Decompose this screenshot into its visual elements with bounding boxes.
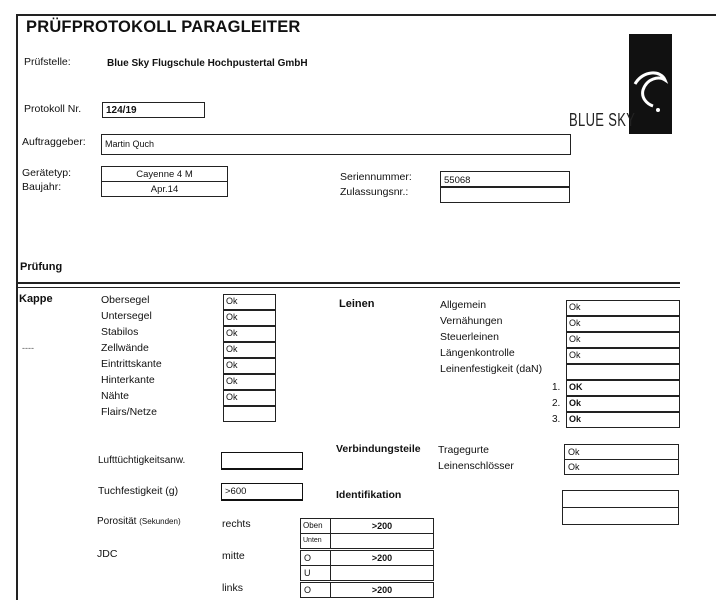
tuchfestigkeit-label: Tuchfestigkeit (g) — [98, 485, 179, 497]
identifikation-heading: Identifikation — [336, 489, 402, 501]
baujahr-field[interactable]: Apr.14 — [101, 181, 228, 197]
verbindungsteile-label-tragegurte: Tragegurte — [438, 444, 489, 456]
kappe-label-obersegel: Obersegel — [101, 294, 150, 306]
kappe-field-hinterkante[interactable]: Ok — [223, 374, 276, 390]
verbindungsteile-field-leinenschloesser[interactable]: Ok — [564, 459, 679, 475]
leinen-festigkeit-2-num: 2. — [552, 398, 561, 409]
kappe-field-untersegel[interactable]: Ok — [223, 310, 276, 326]
leinen-label-steuerleinen: Steuerleinen — [440, 331, 499, 343]
kappe-label-stabilos: Stabilos — [101, 326, 139, 338]
leinen-label-laengenkontrolle: Längenkontrolle — [440, 347, 515, 359]
kappe-label-untersegel: Untersegel — [101, 310, 152, 322]
pruefung-divider — [16, 282, 680, 284]
porositaet-unten-label-rechts: Unten — [300, 533, 331, 549]
kappe-heading: Kappe — [19, 293, 53, 305]
leinen-festigkeit-1-field[interactable]: OK — [566, 380, 680, 396]
porositaet-pos-rechts: rechts — [222, 518, 251, 530]
identifikation-field-1[interactable] — [562, 490, 679, 508]
porositaet-field-rechts-unten[interactable] — [330, 533, 434, 549]
leinen-festigkeit-1-num: 1. — [552, 382, 561, 393]
page-title: PRÜFPROTOKOLL PARAGLEITER — [26, 18, 301, 36]
porositaet-field-mitte-oben[interactable]: >200 — [330, 550, 434, 566]
leinen-label-festigkeit: Leinenfestigkeit (daN) — [440, 363, 543, 375]
kappe-field-obersegel[interactable]: Ok — [223, 294, 276, 310]
leinen-field-steuerleinen[interactable]: Ok — [566, 332, 680, 348]
kappe-field-naehte[interactable]: Ok — [223, 390, 276, 406]
porositaet-oben-label-rechts: Oben — [300, 518, 331, 534]
logo-swirl-icon — [629, 34, 672, 134]
kappe-side-mark: ---- — [22, 343, 34, 353]
leinen-field-festigkeit[interactable] — [566, 364, 680, 380]
jdc-label: JDC — [97, 548, 118, 560]
kappe-field-zellwaende[interactable]: Ok — [223, 342, 276, 358]
kappe-values — [223, 294, 276, 424]
pruefstelle-value: Blue Sky Flugschule Hochpustertal GmbH — [107, 58, 308, 69]
pruefung-divider-thin — [16, 287, 680, 288]
auftraggeber-label: Auftraggeber: — [22, 136, 86, 148]
porositaet-pos-mitte: mitte — [222, 550, 245, 562]
zulassungsnr-field[interactable] — [440, 186, 570, 203]
baujahr-label: Baujahr: — [22, 181, 62, 193]
verbindungsteile-field-tragegurte[interactable]: Ok — [564, 444, 679, 460]
porositaet-oben-label-mitte: O — [300, 550, 331, 566]
geraetetyp-field[interactable]: Cayenne 4 M — [101, 166, 228, 182]
leinen-values — [566, 300, 680, 430]
form-border-top — [16, 14, 716, 16]
porositaet-grid — [300, 518, 434, 600]
lufttuechtigkeit-field[interactable] — [221, 452, 303, 470]
protokoll-field[interactable]: 124/19 — [102, 102, 205, 118]
verbindungsteile-heading: Verbindungsteile — [336, 443, 421, 455]
leinen-field-vernaehungen[interactable]: Ok — [566, 316, 680, 332]
porositaet-field-rechts-oben[interactable]: >200 — [330, 518, 434, 534]
kappe-label-zellwaende: Zellwände — [101, 342, 149, 354]
porositaet-label — [97, 516, 181, 527]
porositaet-oben-label-links: O — [300, 582, 331, 598]
identifikation-field-2[interactable] — [562, 507, 679, 525]
pruefstelle-label: Prüfstelle: — [24, 56, 71, 68]
leinen-list — [440, 299, 570, 379]
porositaet-field-mitte-unten[interactable] — [330, 565, 434, 581]
porositaet-unten-label-mitte: U — [300, 565, 331, 581]
kappe-label-flairs: Flairs/Netze — [101, 406, 158, 418]
kappe-field-flairs[interactable] — [223, 406, 276, 422]
leinen-label-vernaehungen: Vernähungen — [440, 315, 503, 327]
tuchfestigkeit-field[interactable]: >600 — [221, 483, 303, 501]
protokoll-label: Protokoll Nr. — [24, 103, 82, 115]
seriennummer-label: Seriennummer: — [340, 171, 412, 183]
porositaet-label-text: Porosität — [97, 516, 137, 527]
leinen-label-allgemein: Allgemein — [440, 299, 487, 311]
leinen-field-laengenkontrolle[interactable]: Ok — [566, 348, 680, 364]
porositaet-field-links-oben[interactable]: >200 — [330, 582, 434, 598]
pruefung-heading: Prüfung — [20, 261, 63, 273]
leinen-heading: Leinen — [339, 298, 375, 310]
leinen-field-allgemein[interactable]: Ok — [566, 300, 680, 316]
form-border-left — [16, 14, 18, 600]
kappe-field-eintrittskante[interactable]: Ok — [223, 358, 276, 374]
porositaet-pos-links: links — [222, 582, 244, 594]
logo-text: BLUE SKY — [569, 110, 636, 130]
porositaet-unit: (Sekunden) — [139, 517, 181, 526]
kappe-label-naehte: Nähte — [101, 390, 130, 402]
zulassungsnr-label: Zulassungsnr.: — [340, 186, 409, 198]
leinen-festigkeit-3-num: 3. — [552, 414, 561, 425]
leinen-festigkeit-3-field[interactable]: Ok — [566, 412, 680, 428]
geraetetyp-label: Gerätetyp: — [22, 167, 72, 179]
auftraggeber-field[interactable]: Martin Quch — [101, 134, 571, 155]
seriennummer-field[interactable]: 55068 — [440, 171, 570, 188]
kappe-label-eintrittskante: Eintrittskante — [101, 358, 162, 370]
verbindungsteile-label-leinenschloesser: Leinenschlösser — [438, 460, 514, 472]
kappe-field-stabilos[interactable]: Ok — [223, 326, 276, 342]
leinen-festigkeit-2-field[interactable]: Ok — [566, 396, 680, 412]
blue-sky-logo — [629, 34, 672, 134]
kappe-label-hinterkante: Hinterkante — [101, 374, 155, 386]
lufttuechtigkeit-label: Lufttüchtigkeitsanw. — [98, 455, 186, 466]
